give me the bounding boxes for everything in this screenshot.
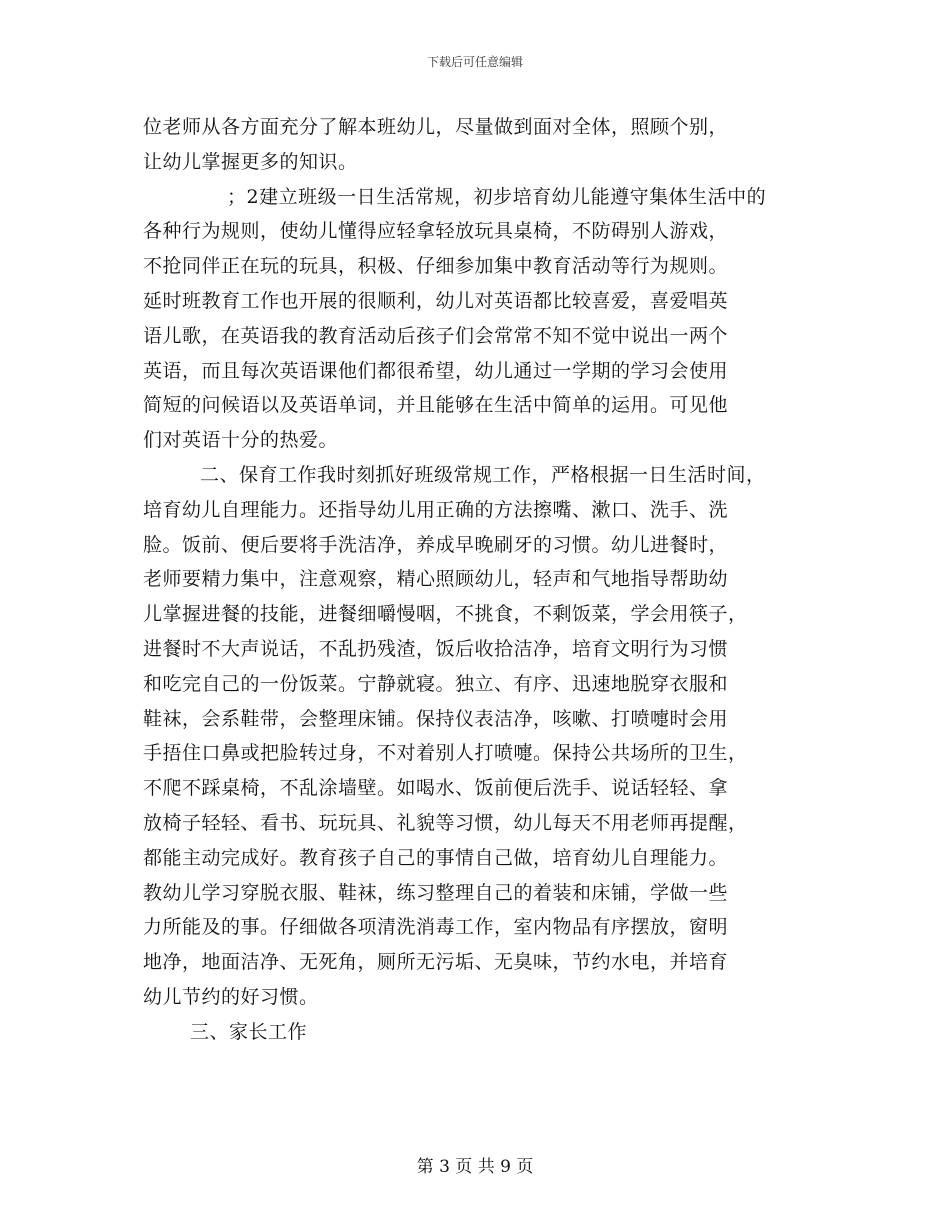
page-header: 下载后可任意编辑 — [426, 55, 523, 69]
text-line: 不抢同伴正在玩的玩具，积极、仔细参加集中教育活动等行为规则。 — [143, 255, 729, 278]
text-line: 放椅子轻轻、看书、玩玩具、礼貌等习惯，幼儿每天不用老师再提醒， — [143, 811, 748, 834]
text-line: 延时班教育工作也开展的很顺利，幼儿对英语都比较喜爱，喜爱唱英 — [143, 289, 729, 312]
text-line: 英语，而且每次英语课他们都很希望，幼儿通过一学期的学习会使用 — [143, 359, 729, 382]
text-line: 老师要精力集中，注意观察，精心照顾幼儿，轻声和气地指导帮助幼 — [143, 568, 729, 591]
text-line: 都能主动完成好。教育孩子自己的事情自己做，培育幼儿自理能力。 — [143, 846, 729, 869]
text-line: 培育幼儿自理能力。还指导幼儿用正确的方法擦嘴、漱口、洗手、洗 — [143, 498, 729, 521]
text-line: 脸。饭前、便后要将手洗洁净，养成早晚刷牙的习惯。幼儿进餐时， — [143, 533, 729, 556]
text-line: 鞋袜，会系鞋带，会整理床铺。保持仪表洁净，咳嗽、打喷嚏时会用 — [143, 707, 729, 730]
text-line: 不爬不踩桌椅，不乱涂墙壁。如喝水、饭前便后洗手、说话轻轻、拿 — [143, 777, 729, 800]
text-line: 力所能及的事。仔细做各项清洗消毒工作，室内物品有序摆放，窗明 — [143, 916, 729, 939]
page-number: 第 3 页 共 9 页 — [416, 1157, 534, 1177]
text-line: 进餐时不大声说话，不乱扔残渣，饭后收拾洁净，培育文明行为习惯 — [143, 637, 729, 660]
text-line: 位老师从各方面充分了解本班幼儿，尽量做到面对全体，照顾个别， — [143, 116, 729, 138]
text-line: 和吃完自己的一份饭菜。宁静就寝。独立、有序、迅速地脱穿衣服和 — [143, 672, 729, 695]
text-line: 们对英语十分的热爱。 — [143, 429, 339, 452]
text-line: 二、保育工作我时刻抓好班级常规工作，严格根据一日生活时间， — [200, 463, 766, 486]
text-line: ；2建立班级一日生活常规，初步培育幼儿能遵守集体生活中的 — [227, 185, 767, 208]
text-line: 儿掌握进餐的技能，进餐细嚼慢咽，不挑食，不剩饭菜，学会用筷子， — [143, 603, 748, 626]
text-line: 手捂住口鼻或把脸转过身，不对着别人打喷嚏。保持公共场所的卫生， — [143, 742, 748, 765]
text-line: 让幼儿掌握更多的知识。 — [143, 150, 358, 173]
text-line: 地净，地面洁净、无死角，厕所无污垢、无臭味，节约水电，并培育 — [143, 951, 729, 974]
text-line: 各种行为规则，使幼儿懂得应轻拿轻放玩具桌椅，不防碍别人游戏， — [143, 220, 729, 243]
text-line: 幼儿节约的好习惯。 — [143, 985, 319, 1008]
text-line: 简短的问候语以及英语单词，并且能够在生活中简单的运用。可见他 — [143, 394, 729, 417]
text-line: 教幼儿学习穿脱衣服、鞋袜，练习整理自己的着装和床铺，学做一些 — [143, 881, 729, 904]
document-body — [143, 110, 813, 1050]
section-heading: 三、家长工作 — [190, 1020, 308, 1043]
text-line: 语儿歌，在英语我的教育活动后孩子们会常常不知不觉中说出一两个 — [143, 324, 729, 347]
